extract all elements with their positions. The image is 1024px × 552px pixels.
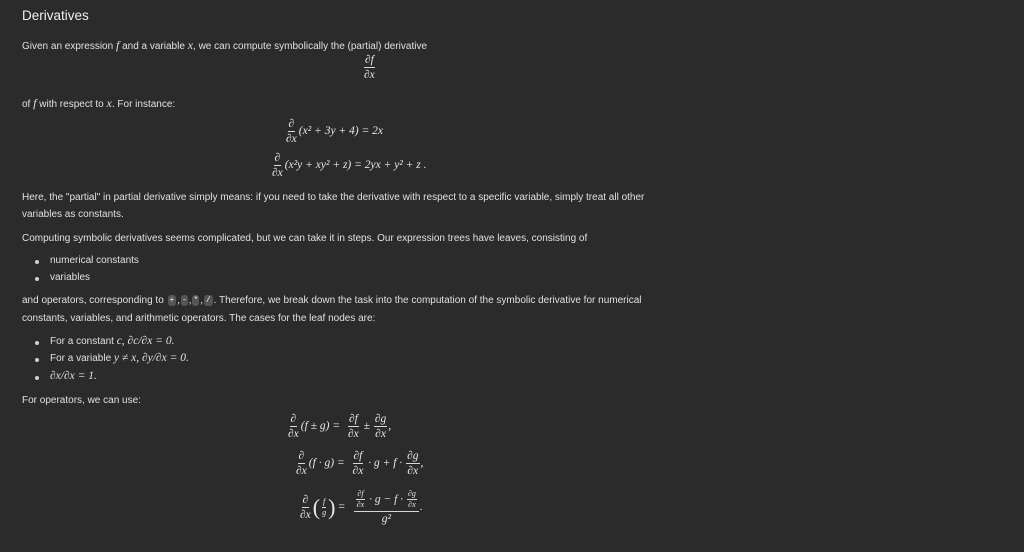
list-item-numerical-constants: numerical constants — [50, 255, 139, 266]
wrt-pre: of — [22, 99, 31, 110]
operators-line-2: constants, variables, and arithmetic operators. The cases for the leaf nodes are: — [22, 313, 376, 324]
operators-line-1: and operators, corresponding to + , - , * , / . Therefore, we break down the task into the computation of the symbolic derivative for numerical — [22, 295, 642, 307]
intro-mid: and a variable — [122, 41, 185, 52]
rule-quotient-eq: = — [338, 501, 345, 514]
rule-quotient-n1: ∂f — [356, 490, 364, 500]
rule-quotient-d1: ∂x — [356, 500, 365, 510]
operators-post: . Therefore, we break down the task into the computation of the symbolic derivative for numerical — [213, 295, 642, 307]
rule-product — [294, 450, 423, 477]
example-2-expr: (x²y + xy² + z) = 2yx + y² + z . — [284, 159, 427, 172]
wrt-mid: with respect to — [39, 99, 104, 110]
rule-product-lhs: (f · g) = — [308, 457, 345, 470]
rule-quotient-tail: . — [419, 501, 423, 514]
example-2 — [270, 152, 427, 179]
operator-code-plus: + — [169, 296, 175, 305]
rule-quotient-numerator — [354, 490, 419, 512]
rule-quotient-partial-den: ∂x — [300, 508, 311, 521]
rule-product-partial-den: ∂x — [296, 465, 307, 478]
page-title: Derivatives — [22, 8, 89, 23]
rule-sum-t2-den: ∂x — [375, 428, 386, 441]
bullet-icon — [35, 260, 39, 264]
operator-code-divide: / — [205, 296, 211, 305]
rule-quotient-d2: ∂x — [408, 500, 416, 510]
rule-sum — [286, 413, 391, 440]
intro-text — [22, 38, 427, 53]
bullet-icon — [35, 341, 39, 345]
rule-product-tail: , — [420, 457, 424, 470]
operators-heading: For operators, we can use: — [22, 395, 141, 406]
display-derivative-den: ∂x — [364, 69, 375, 82]
rule-product-t1-den: ∂x — [352, 465, 364, 478]
rule-sum-tail: , — [388, 420, 392, 433]
rule-quotient-paren-close: ) — [328, 494, 336, 520]
rule-quotient-paren-open: ( — [312, 494, 321, 520]
intro-pre: Given an expression — [22, 41, 114, 52]
operator-code-minus: - — [181, 296, 187, 305]
leaf-case-variable-label: For a variable — [50, 353, 112, 364]
rule-product-partial-num: ∂ — [298, 450, 306, 464]
rule-quotient-n2: ∂g — [407, 490, 417, 500]
rule-sum-partial-num: ∂ — [290, 413, 298, 427]
leaf-case-constant — [50, 335, 174, 347]
partial-note-line-2: variables as constants. — [22, 209, 124, 220]
rule-sum-t1-num: ∂f — [348, 413, 359, 427]
rule-sum-op: ± — [363, 420, 370, 433]
rule-quotient-nmid: · g − f · — [369, 493, 404, 506]
bullet-icon — [35, 277, 39, 281]
rule-sum-t2-num: ∂g — [374, 413, 387, 427]
display-derivative — [362, 54, 377, 81]
example-1-den: ∂x — [286, 133, 297, 146]
intro-x: x — [187, 38, 194, 52]
example-2-den: ∂x — [272, 167, 283, 180]
wrt-f: f — [33, 96, 37, 110]
rule-quotient-denominator: g² — [381, 512, 391, 525]
wrt-post: . For instance: — [111, 99, 176, 110]
partial-note-line-1: Here, the "partial" in partial derivative simply means: if you need to take the derivative with respect to a specific variable, simply treat all other — [22, 192, 645, 203]
example-1-expr: (x² + 3y + 4) = 2x — [298, 125, 383, 138]
example-1-num: ∂ — [288, 118, 296, 132]
rule-quotient — [298, 490, 423, 525]
bullet-icon — [35, 376, 39, 380]
rule-sum-lhs: (f ± g) = — [300, 420, 341, 433]
list-item-variables: variables — [50, 272, 91, 283]
intro-post: , we can compute symbolically the (partial) derivative — [193, 41, 427, 52]
wrt-text — [22, 96, 175, 111]
rule-quotient-g: g — [322, 507, 327, 517]
rule-quotient-partial-num: ∂ — [302, 494, 310, 508]
rule-quotient-f: f — [322, 498, 326, 508]
leaf-case-self-math: ∂x/∂x = 1. — [50, 370, 97, 382]
example-1 — [284, 118, 383, 145]
leaf-case-constant-label: For a constant — [50, 336, 114, 347]
intro-f: f — [115, 38, 120, 52]
bullet-icon — [35, 358, 39, 362]
rule-product-mid: · g + f · — [368, 457, 403, 470]
example-2-num: ∂ — [274, 152, 282, 166]
wrt-x: x — [106, 96, 112, 110]
rule-product-t2-den: ∂x — [407, 465, 419, 478]
rule-sum-partial-den: ∂x — [288, 428, 299, 441]
rule-product-t1-num: ∂f — [353, 450, 364, 464]
leaf-case-variable — [50, 352, 189, 364]
operator-code-times: * — [193, 296, 199, 305]
leaf-case-self — [50, 370, 97, 382]
rule-product-t2-num: ∂g — [406, 450, 419, 464]
trees-intro: Computing symbolic derivatives seems complicated, but we can take it in steps. Our expression trees have leaves, consisting of — [22, 233, 588, 244]
rule-sum-t1-den: ∂x — [347, 428, 359, 441]
operators-pre: and operators, corresponding to — [22, 295, 164, 307]
display-derivative-num: ∂f — [364, 54, 375, 68]
leaf-case-constant-math: c, ∂c/∂x = 0. — [116, 335, 175, 347]
leaf-case-variable-math: y ≠ x, ∂y/∂x = 0. — [113, 352, 189, 364]
